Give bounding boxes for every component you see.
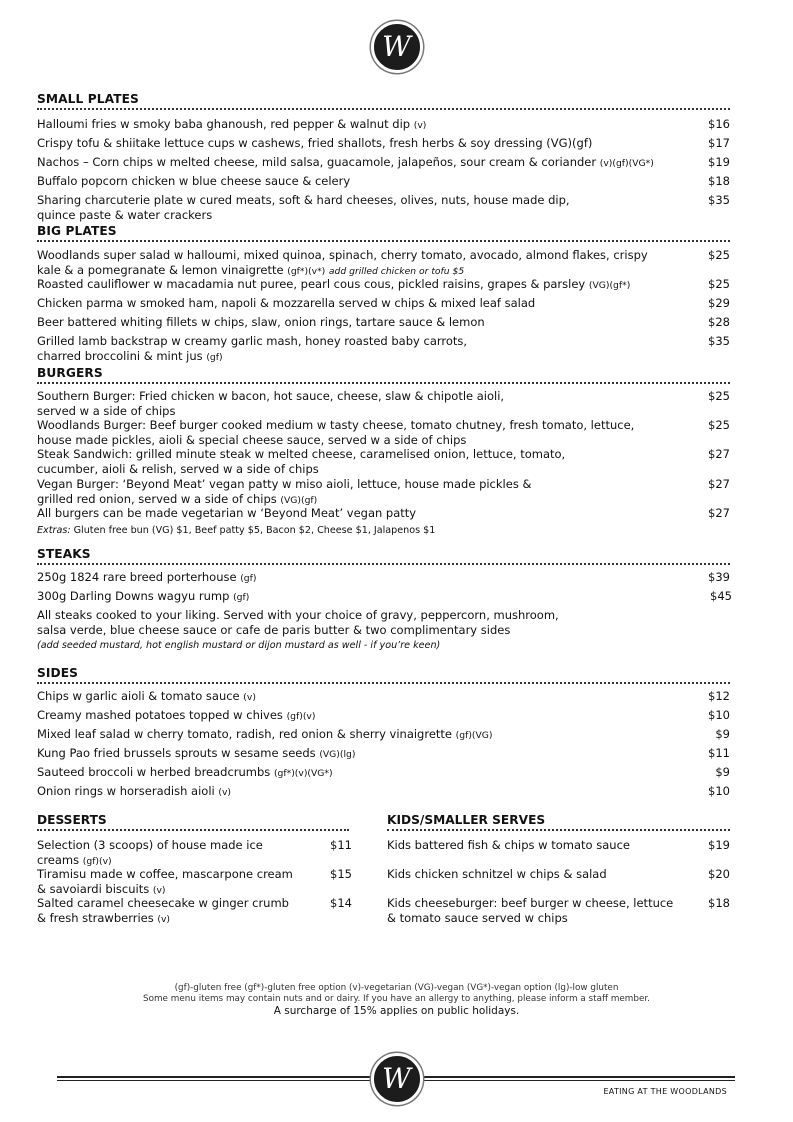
item-price: $19 [708,155,730,169]
item-description: Chicken parma w smoked ham, napoli & mozzarella served w chips & mixed leaf salad [37,296,536,310]
menu-item [37,315,730,330]
item-price: $25 [708,277,730,291]
item-description-line2: creams [37,852,80,867]
item-price: $27 [708,506,730,520]
item-price: $9 [715,765,730,779]
menu-item [37,570,730,587]
menu-item [37,334,730,365]
item-price: $11 [330,838,352,852]
item-description: 250g 1824 rare breed porterhouse [37,570,237,584]
item-description: Nachos – Corn chips w melted cheese, mild salsa, guacamole, jalapeños, sour cream & coriander [37,155,597,169]
item-price: $29 [708,296,730,310]
item-description: Kung Pao fried brussels sprouts w sesame seeds [37,746,316,760]
menu-item [37,117,730,134]
item-price: $27 [708,447,730,461]
item-description-line2: & fresh strawberries [37,910,154,925]
menu-item [37,589,730,606]
item-description: Creamy mashed potatoes topped w chives [37,708,283,722]
item-price: $28 [708,315,730,329]
dietary-tag: (v) [218,787,231,798]
item-price: $35 [708,334,730,348]
item-addon-note: add grilled chicken or tofu $5 [328,265,465,277]
menu-item [37,765,730,782]
item-price: $17 [708,136,730,150]
menu-item [37,727,730,744]
item-description: Grilled lamb backstrap w creamy garlic mash, honey roasted baby carrots, [37,334,468,348]
item-description: Sharing charcuterie plate w cured meats, soft & hard cheeses, olives, nuts, house made dip, [37,193,570,207]
item-description: Roasted cauliflower w macadamia nut puree, pearl cous cous, pickled raisins, grapes & parsley [37,277,586,291]
steaks-note [37,608,597,654]
menu-item [37,896,352,927]
dietary-tag: (gf)(v) [82,855,112,867]
item-price: $10 [708,708,730,722]
item-description: Tiramisu made w coffee, mascarpone cream [37,867,293,881]
item-price: $25 [708,389,730,403]
menu-item [37,506,730,521]
item-price: $14 [330,896,352,910]
menu-item [37,708,730,725]
menu-item [37,296,730,311]
item-price: $20 [708,867,730,881]
item-description: Steak Sandwich: grilled minute steak w melted cheese, caramelised onion, lettuce, tomato, [37,447,566,461]
menu-item [37,155,730,172]
dietary-tag: (v)(gf)(VG*) [599,158,654,169]
item-description: Salted caramel cheesecake w ginger crumb [37,896,289,910]
item-description: Sauteed broccoli w herbed breadcrumbs [37,765,271,779]
item-price: $27 [708,477,730,491]
surcharge-notice: A surcharge of 15% applies on public holidays. [273,1005,520,1017]
item-price: $16 [708,117,730,131]
dietary-tag: (gf)(v) [286,711,316,722]
item-description: Woodlands super salad w halloumi, mixed quinoa, spinach, cherry tomato, avocado, almond flakes, crispy [37,248,648,262]
item-description: Selection (3 scoops) of house made ice [37,838,263,852]
item-price: $12 [708,689,730,703]
menu-item [37,174,730,189]
menu-item [37,867,352,898]
dietary-tag: (gf) [240,573,257,584]
extras-label: Extras: [37,525,71,536]
item-description-line2: kale & a pomegranate & lemon vinaigrette [37,262,284,277]
dietary-tag: (gf*)(v*) [287,265,326,277]
section-title-small-plates: SMALL PLATES [37,92,730,110]
menu-item [37,277,730,294]
item-price: $11 [708,746,730,760]
item-description: Southern Burger: Fried chicken w bacon, hot sauce, cheese, slaw & chipotle aioli, [37,389,505,403]
menu-item [37,689,730,706]
item-price: $35 [708,193,730,207]
item-description: Onion rings w horseradish aioli [37,784,215,798]
woodlands-logo-top [371,21,423,73]
menu-item [37,746,730,763]
item-price: $18 [708,896,730,910]
dietary-tag: (VG)(gf*) [588,280,631,291]
steaks-note-line1: All steaks cooked to your liking. Served with your choice of gravy, peppercorn, mushroom, [37,608,559,622]
item-price: $18 [708,174,730,188]
section-title-kids: KIDS/SMALLER SERVES [387,813,730,831]
menu-item [387,867,730,882]
item-description: Kids battered fish & chips w tomato sauce [387,838,630,852]
item-description-line2: grilled red onion, served w a side of chips [37,491,277,506]
item-description: 300g Darling Downs wagyu rump [37,589,230,603]
section-title-big-plates: BIG PLATES [37,224,730,242]
dietary-tag: (gf*)(v)(VG*) [273,768,333,779]
dietary-legend: (gf)-gluten free (gf*)-gluten free option (v)-vegetarian (VG)-vegan (VG*)-vegan option (lg)-low gluten [174,983,619,993]
item-description: Halloumi fries w smoky baba ghanoush, red pepper & walnut dip [37,117,411,131]
dietary-tag: (v) [413,120,427,131]
item-description: Beer battered whiting fillets w chips, slaw, onion rings, tartare sauce & lemon [37,315,485,329]
item-description-line2: cucumber, aioli & relish, served w a side of chips [37,461,319,476]
extras-text: Gluten free bun (VG) $1, Beef patty $5, Bacon $2, Cheese $1, Jalapenos $1 [73,525,436,536]
menu-item [387,838,730,853]
logo-letter: W [382,30,411,63]
dietary-tag: (v) [243,692,256,703]
steaks-note-mustard: (add seeded mustard, hot english mustard or dijon mustard as well - if you’re keen) [37,640,441,652]
dietary-tag: (gf) [233,592,250,603]
menu-item [37,136,730,151]
item-description: Kids chicken schnitzel w chips & salad [387,867,607,881]
dietary-tag: (VG)(lg) [319,749,356,760]
dietary-tag: (gf)(VG) [455,730,493,741]
menu-item [37,418,730,447]
allergy-notice: Some menu items may contain nuts and or dairy. If you have an allergy to anything, please inform a staff member. [143,994,650,1004]
footer-tagline: EATING AT THE WOODLANDS [603,1087,727,1096]
item-description: Kids cheeseburger: beef burger w cheese, lettuce [387,896,674,910]
item-description: Woodlands Burger: Beef burger cooked medium w tasty cheese, tomato chutney, fresh tomato, lettuce, [37,418,635,432]
item-description: Chips w garlic aioli & tomato sauce [37,689,240,703]
item-description-line2: & tomato sauce served w chips [387,910,568,925]
menu-item [37,447,730,476]
menu-item [37,193,730,222]
item-description: Mixed leaf salad w cherry tomato, radish, red onion & sherry vinaigrette [37,727,453,741]
burger-extras [37,524,730,539]
section-title-sides: SIDES [37,666,730,684]
item-description-line2: house made pickles, aioli & special cheese sauce, served w a side of chips [37,432,467,447]
item-description-line2: charred broccolini & mint jus [37,348,203,363]
item-price: $19 [708,838,730,852]
menu-item [37,248,730,279]
item-price: $39 [708,570,730,584]
dietary-tag: (VG)(gf) [280,494,318,506]
menu-item [37,784,730,801]
dietary-tag: (gf) [206,351,223,363]
item-price: $45 [710,589,732,603]
menu-item [37,838,352,869]
item-description-line2: quince paste & water crackers [37,207,213,222]
item-description: Vegan Burger: ‘Beyond Meat’ vegan patty w miso aioli, lettuce, house made pickles & [37,477,532,491]
item-description-line2: & savoiardi biscuits [37,881,150,896]
item-price: $25 [708,418,730,432]
woodlands-logo-bottom [371,1053,423,1105]
menu-item [387,896,730,925]
item-price: $9 [715,727,730,741]
item-description: Buffalo popcorn chicken w blue cheese sauce & celery [37,174,351,188]
section-title-burgers: BURGERS [37,366,730,384]
steaks-note-line2: salsa verde, blue cheese sauce or cafe de paris butter & two complimentary sides [37,622,511,637]
section-title-desserts: DESSERTS [37,813,349,831]
menu-item [37,477,730,508]
item-price: $25 [708,248,730,262]
item-price: $10 [708,784,730,798]
item-price: $15 [330,867,352,881]
logo-letter: W [382,1062,411,1095]
dietary-tag: (v) [157,913,170,925]
menu-item [37,389,730,418]
item-description: All burgers can be made vegetarian w ‘Beyond Meat’ vegan patty [37,506,417,520]
item-description: Crispy tofu & shiitake lettuce cups w cashews, fried shallots, fresh herbs & soy dressing (VG)(gf) [37,136,593,150]
dietary-tag: (v) [152,884,166,896]
item-description-line2: served w a side of chips [37,403,176,418]
section-title-steaks: STEAKS [37,547,730,565]
